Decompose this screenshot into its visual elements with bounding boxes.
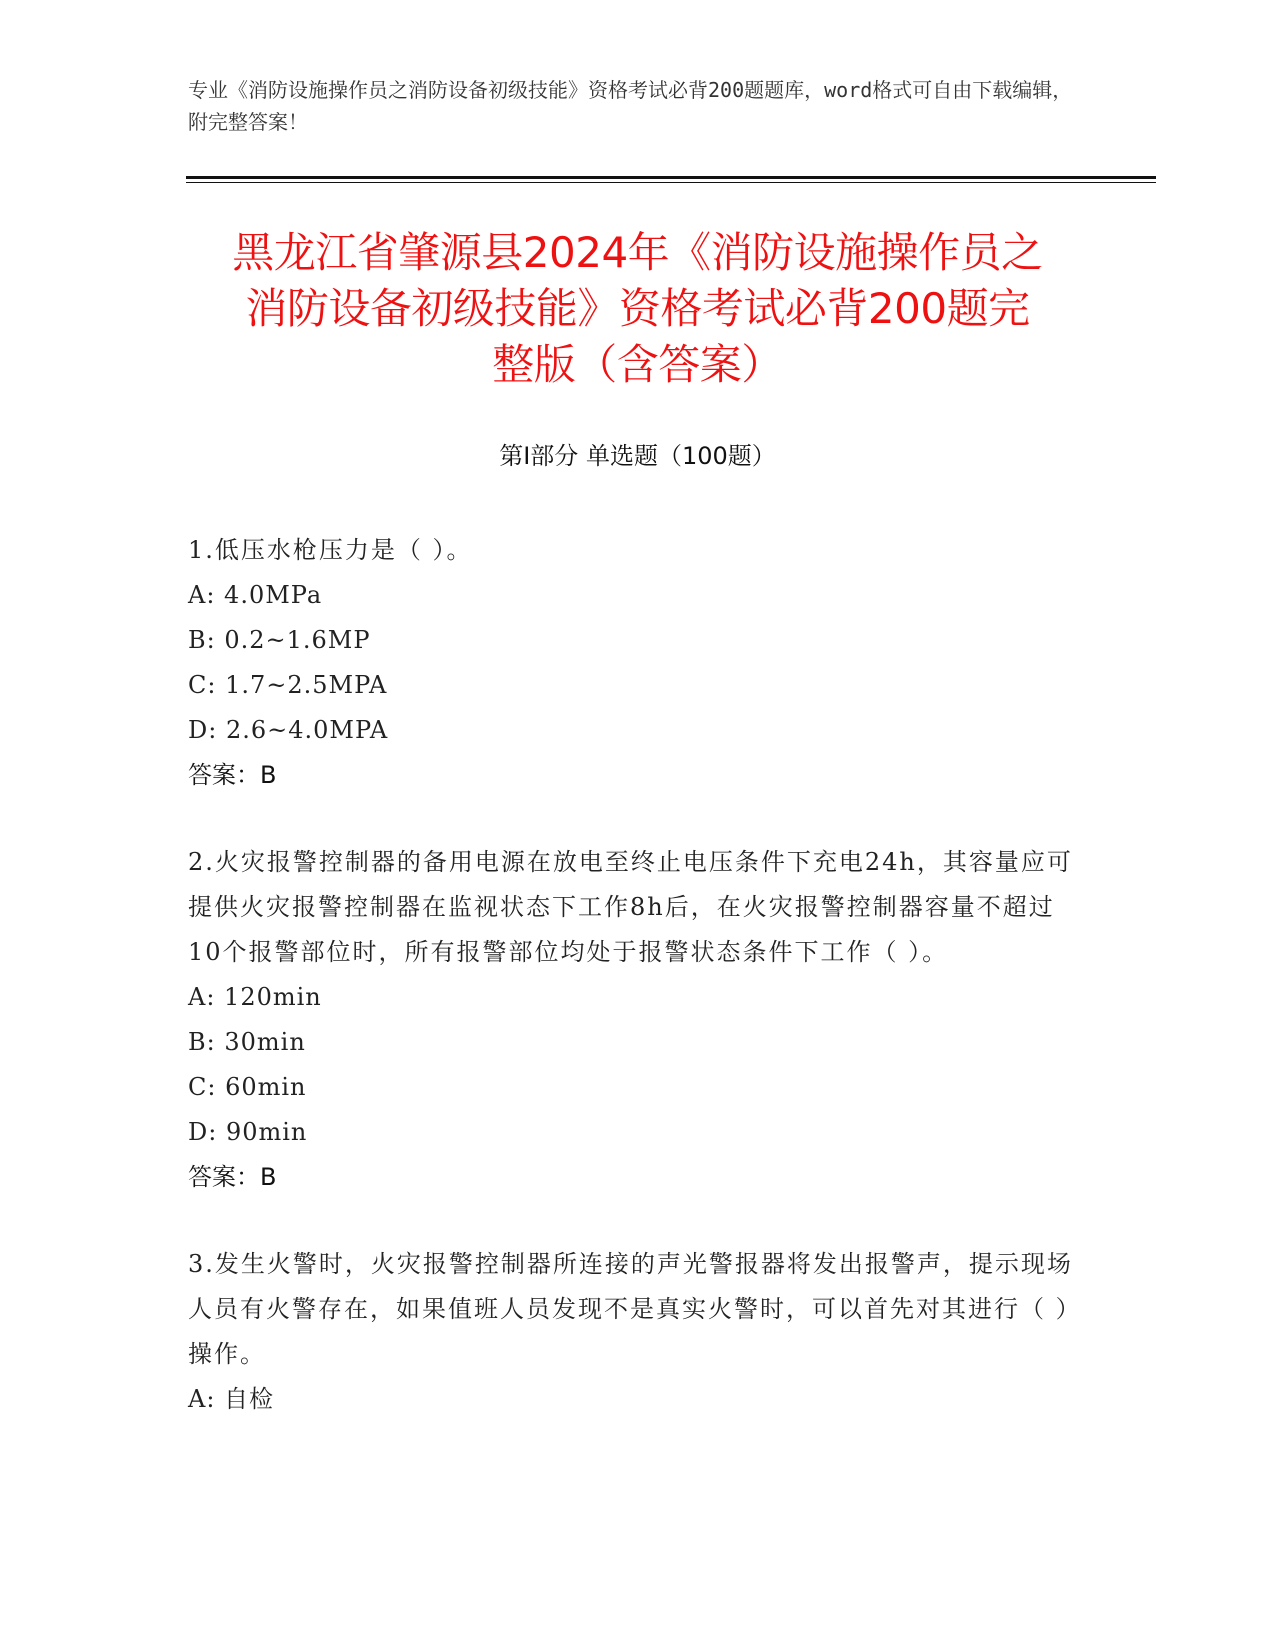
option-a: A: 自检 [188, 1385, 275, 1413]
option-c: C: 1.7~2.5MPA [188, 671, 388, 699]
header-rule-thick [186, 176, 1156, 179]
question-stem: 1.低压水枪压力是（ ）。 [188, 536, 473, 564]
question-item [188, 1242, 1088, 1422]
document-title [150, 225, 1125, 393]
title-line: 消防设备初级技能》资格考试必背200题完 [245, 284, 1030, 333]
question-list [188, 528, 1088, 1464]
option-d: D: 90min [188, 1118, 308, 1146]
question-stem: 3.发生火警时，火灾报警控制器所连接的声光警报器将发出报警声，提示现场人员有火警存在，如果值班人员发现不是真实火警时，可以首先对其进行（ ）操作。 [188, 1250, 1082, 1368]
question-stem: 2.火灾报警控制器的备用电源在放电至终止电压条件下充电24h，其容量应可提供火灾报警控制器在监视状态下工作8h后，在火灾报警控制器容量不超过10个报警部位时，所有报警部位均处于报警状态条件下工作（ ）。 [188, 848, 1073, 966]
option-d: D: 2.6~4.0MPA [188, 716, 389, 744]
option-a: A: 4.0MPa [188, 581, 323, 609]
question-item [188, 840, 1088, 1200]
answer-line: 答案：B [188, 761, 277, 789]
option-c: C: 60min [188, 1073, 307, 1101]
question-item [188, 528, 1088, 798]
header-note: 专业《消防设施操作员之消防设备初级技能》资格考试必背200题题库，word格式可自由下载编辑，附完整答案！ [188, 78, 1073, 134]
answer-line: 答案：B [188, 1163, 277, 1191]
title-line: 黑龙江省肇源县2024年《消防设施操作员之 [232, 228, 1043, 277]
option-a: A: 120min [188, 983, 322, 1011]
header-rule-thin [186, 182, 1156, 183]
section-title: 第Ⅰ部分 单选题（100题） [499, 442, 776, 470]
option-b: B: 0.2~1.6MP [188, 626, 371, 654]
option-b: B: 30min [188, 1028, 306, 1056]
title-line: 整版（含答案） [492, 340, 783, 389]
